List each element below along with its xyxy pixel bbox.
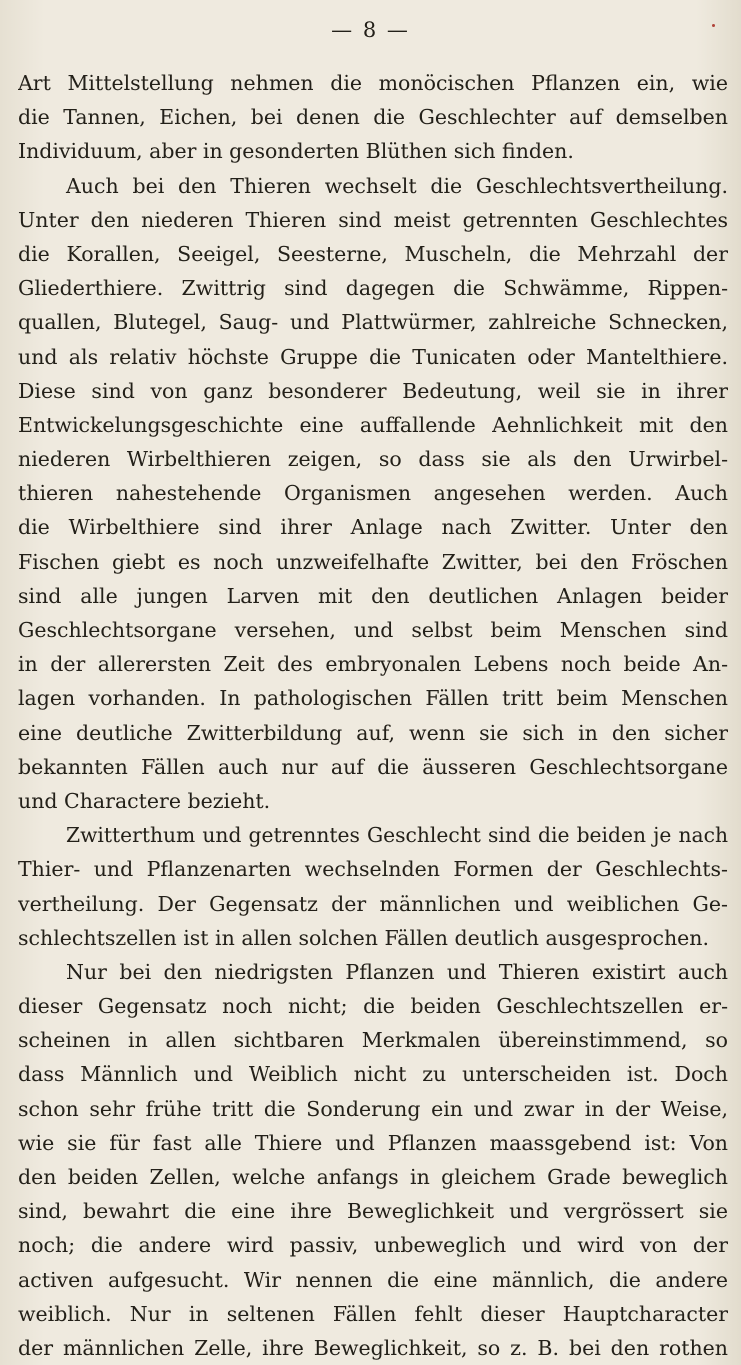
text-line: Individuum, aber in gesonderten Blüthen sich finden.	[18, 139, 574, 164]
text-line: noch; die andere wird passiv, unbeweglich und wird von der	[18, 1233, 728, 1258]
text-line: activen aufgesucht. Wir nennen die eine männlich, die andere	[18, 1267, 728, 1292]
text-line: Entwickelungsgeschichte eine auffallende Aehnlichkeit mit den	[18, 412, 728, 437]
text-line: lagen vorhanden. In pathologischen Fällen tritt beim Menschen	[18, 686, 728, 711]
text-line: bekannten Fällen auch nur auf die äusseren Geschlechtsorgane	[18, 754, 728, 779]
text-line: eine deutliche Zwitterbildung auf, wenn sie sich in den sicher	[18, 720, 728, 745]
text-line: wie sie für fast alle Thiere und Pflanzen maassgebend ist: Von	[18, 1130, 728, 1155]
text-line: thieren nahestehende Organismen angesehen werden. Auch	[18, 481, 728, 506]
text-line: die Korallen, Seeigel, Seesterne, Muscheln, die Mehrzahl der	[18, 241, 728, 266]
text-line: und als relativ höchste Gruppe die Tunicaten oder Mantelthiere.	[18, 344, 728, 369]
text-line: scheinen in allen sichtbaren Merkmalen übereinstimmend, so	[18, 1028, 728, 1053]
text-line: Thier- und Pflanzenarten wechselnden Formen der Geschlechts-	[18, 857, 728, 882]
text-line: Diese sind von ganz besonderer Bedeutung, weil sie in ihrer	[18, 378, 728, 403]
text-line: Auch bei den Thieren wechselt die Geschlechtsvertheilung.	[66, 173, 728, 198]
text-line: Unter den niederen Thieren sind meist getrennten Geschlechtes	[18, 207, 728, 232]
text-line: schon sehr frühe tritt die Sonderung ein und zwar in der Weise,	[18, 1096, 728, 1121]
text-line: schlechtszellen ist in allen solchen Fällen deutlich ausgesprochen.	[18, 925, 710, 950]
text-line: vertheilung. Der Gegensatz der männlichen und weiblichen Ge-	[18, 891, 728, 916]
text-line: der männlichen Zelle, ihre Beweglichkeit, so z. B. bei den rothen	[18, 1335, 728, 1360]
text-line: sind, bewahrt die eine ihre Beweglichkeit und vergrössert sie	[18, 1199, 728, 1224]
text-line: Fischen giebt es noch unzweifelhafte Zwitter, bei den Fröschen	[18, 549, 728, 574]
text-line: Nur bei den niedrigsten Pflanzen und Thieren existirt auch	[66, 959, 728, 984]
text-line: und Charactere bezieht.	[18, 788, 271, 813]
text-line: die Tannen, Eichen, bei denen die Geschlechter auf demselben	[18, 105, 728, 130]
body-text	[18, 66, 728, 1365]
text-line: Zwitterthum und getrenntes Geschlecht sind die beiden je nach	[66, 823, 728, 848]
text-line: quallen, Blutegel, Saug- und Plattwürmer, zahlreiche Schnecken,	[18, 310, 728, 335]
text-line: die Wirbelthiere sind ihrer Anlage nach Zwitter. Unter den	[18, 515, 728, 540]
text-line: Geschlechtsorgane versehen, und selbst beim Menschen sind	[18, 618, 728, 642]
text-line: Art Mittelstellung nehmen die monöcischen Pflanzen ein, wie	[18, 71, 728, 95]
text-line: Gliederthiere. Zwittrig sind dagegen die Schwämme, Rippen-	[18, 276, 728, 301]
text-line: dass Männlich und Weiblich nicht zu unterscheiden ist. Doch	[18, 1062, 728, 1087]
text-line: in der allerersten Zeit des embryonalen Lebens noch beide An-	[18, 652, 728, 677]
text-line: sind alle jungen Larven mit den deutlichen Anlagen beider	[18, 583, 728, 608]
text-line: niederen Wirbelthieren zeigen, so dass sie als den Urwirbel-	[18, 447, 728, 472]
text-line: weiblich. Nur in seltenen Fällen fehlt dieser Hauptcharacter	[18, 1301, 728, 1326]
text-line: den beiden Zellen, welche anfangs in gleichem Grade beweglich	[18, 1165, 728, 1189]
text-line: dieser Gegensatz noch nicht; die beiden Geschlechtszellen er-	[18, 994, 728, 1019]
page-number: — 8 —	[331, 18, 410, 42]
